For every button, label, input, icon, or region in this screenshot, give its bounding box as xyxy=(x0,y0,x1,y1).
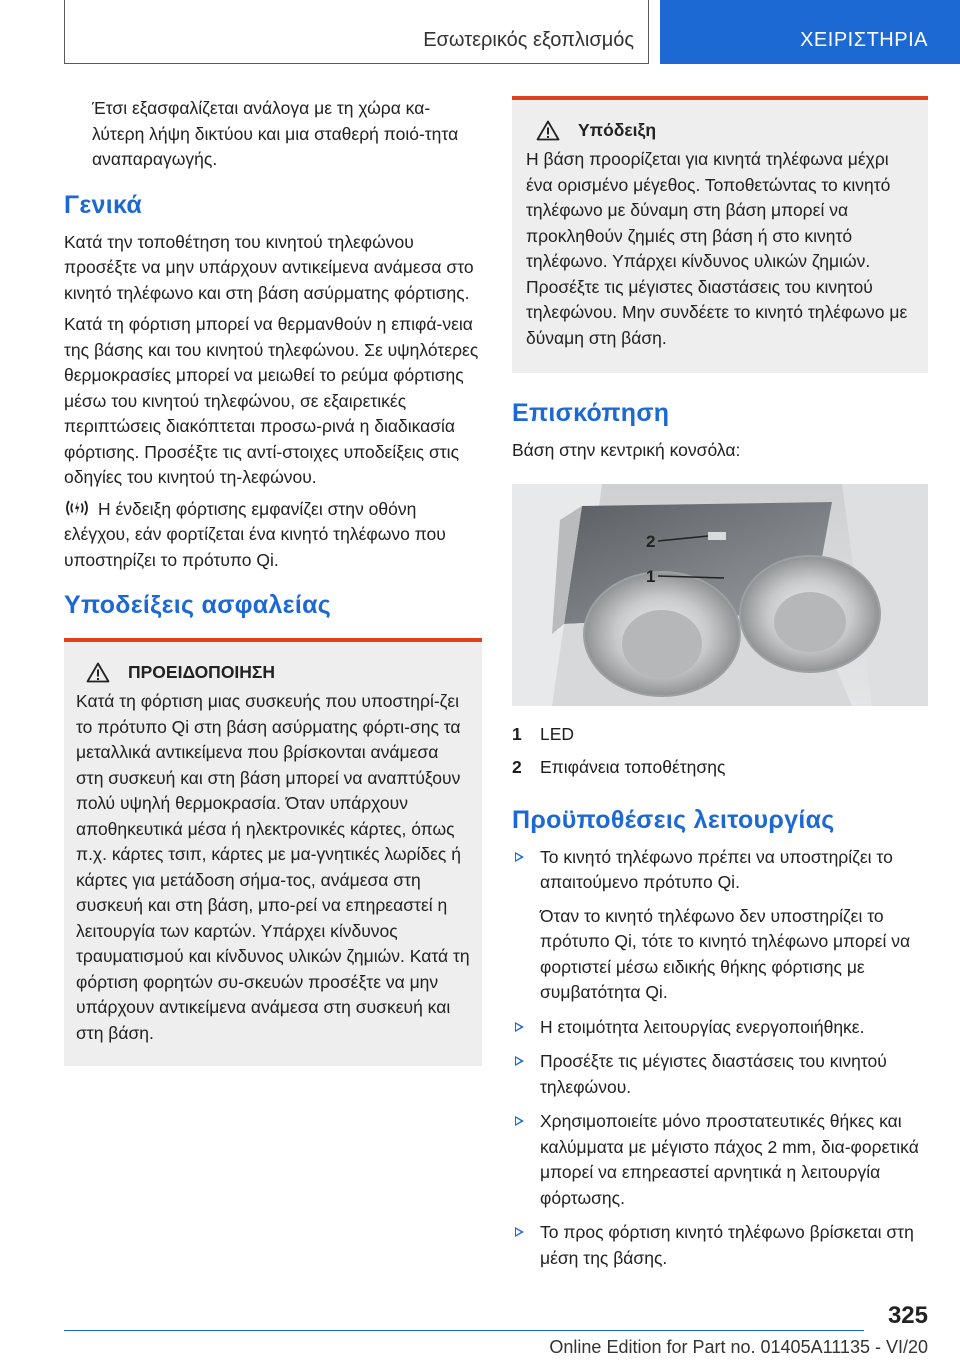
console-photo xyxy=(512,484,928,706)
prerequisites-heading: Προϋποθέσεις λειτουργίας xyxy=(512,805,835,834)
list-item xyxy=(512,1015,928,1041)
charging-indicator-paragraph xyxy=(64,497,482,574)
right-column xyxy=(512,96,928,1280)
intro-paragraph: Έτσι εξασφαλίζεται ανάλογα με τη χώρα κα-λύτερη λήψη δικτύου και μια σταθερή ποιό-τητα αναπαραγωγής. xyxy=(92,98,459,169)
bullet-text: Το προς φόρτιση κινητό τηλέφωνο βρίσκεται στη μέση της βάσης. xyxy=(540,1222,914,1268)
legend-number: 2 xyxy=(512,756,522,777)
legend-row xyxy=(512,751,928,784)
page-number: 325 xyxy=(887,1302,928,1329)
triangle-bullet-icon xyxy=(515,1022,524,1032)
triangle-bullet-icon xyxy=(515,1116,524,1126)
bullet-subtext: Όταν το κινητό τηλέφωνο δεν υποστηρίζει το πρότυπο Qi, τότε το κινητό τηλέφωνο μπορεί να φορτιστεί μέσω ειδικής θήκης φόρτισης με συμβατότητα Qi. xyxy=(540,905,911,1002)
left-column xyxy=(64,96,482,1066)
wireless-charging-icon xyxy=(64,498,90,518)
photo-legend xyxy=(512,718,928,784)
warning-text: Κατά τη φόρτιση μιας συσκευής που υποστηρί-ζει το πρότυπο Qi στη βάση ασύρματης φόρτι-σης τα μεταλλικά αντικείμενα που βρίσκονται ανάμεσα στη συσκευή και στη βάση μπορεί να αναπτύξουν πολύ υψηλή θερμοκρασία. Όταν υπάρχουν αποθηκευτικά μέσα ή ηλεκτρονικές κάρτες, όπως π.χ. κάρτες τσιπ, κάρτες με μα-γνητικές λωρίδες ή κάρτες για μετάδοση σήμα-τος, ανάμεσα στη συσκευή και στη βάση, μπο-ρεί να επηρεαστεί η λειτουργία των καρτών. Υπάρχει κίνδυνος τραυματισμού και κίνδυνος υλικών ζημιών. Κατά τη φόρτιση φορητών συ-σκευών προσέξτε να μην υπάρχουν αντικείμενα ανάμεσα στη συσκευή και στη βάση. xyxy=(76,691,470,1043)
overview-heading: Επισκόπηση xyxy=(512,399,670,427)
legend-number: 1 xyxy=(512,723,522,744)
prerequisites-list xyxy=(512,845,928,1272)
triangle-bullet-icon xyxy=(515,852,524,862)
bullet-text: Το κινητό τηλέφωνο πρέπει να υποστηρίζει το απαιτούμενο πρότυπο Qi. xyxy=(540,846,893,892)
triangle-bullet-icon xyxy=(515,1056,524,1066)
list-item xyxy=(512,1220,928,1271)
safety-heading: Υποδείξεις ασφαλείας xyxy=(64,591,332,619)
note-title: Υπόδειξη xyxy=(578,120,657,140)
overview-text: Βάση στην κεντρική κονσόλα: xyxy=(512,440,741,460)
warning-triangle-icon xyxy=(86,662,110,683)
legend-text: LED xyxy=(540,723,575,744)
general-paragraph-2: Κατά τη φόρτιση μπορεί να θερμανθούν η επιφά-νεια της βάσης και του κινητού τηλεφώνου. Σε υψηλότερες θερμοκρασίες μπορεί να μειωθεί το ρεύμα φόρτισης μέσω του κινητού τηλεφώνου, σε εξαιρετικές περιπτώσεις διακόπτεται προσω-ρινά η διαδικασία φόρτισης. Προσέξτε τις αντί-στοιχες υποδείξεις στις οδηγίες του κινητού τη-λεφώνου. xyxy=(64,314,479,487)
charging-indicator-text: Η ένδειξη φόρτισης εμφανίζει στην οθόνη ελέγχου, εάν φορτίζεται ένα κινητό τηλέφωνο που υποστηρίζει το πρότυπο Qi. xyxy=(64,498,446,570)
triangle-bullet-icon xyxy=(515,1227,524,1237)
warning-title: ΠΡΟΕΙΔΟΠΟΙΗΣΗ xyxy=(128,662,276,682)
note-box xyxy=(512,96,928,373)
footer-divider xyxy=(64,1330,864,1331)
note-text: Η βάση προορίζεται για κινητά τηλέφωνα μέχρι ένα ορισμένο μέγεθος. Τοποθετώντας το κινητό τηλέφωνο με δύναμη στη βάση μπορεί να προκληθούν ζημιές στη βάση ή στο κινητό τηλέφωνο. Υπάρχει κίνδυνος υλικών ζημιών. Προσέξτε τις μέγιστες διαστάσεις του κινητού τηλεφώνου. Μην συνδέετε το κινητό τηλέφωνο με δύναμη στη βάση. xyxy=(526,149,908,348)
list-item xyxy=(512,1049,928,1100)
photo-callout-2: 2 xyxy=(646,531,656,551)
header-chapter-title: ΧΕΙΡΙΣΤΗΡΙΑ xyxy=(800,29,928,51)
header-section-tab xyxy=(64,0,649,64)
note-title-row xyxy=(526,120,914,141)
legend-text: Επιφάνεια τοποθέτησης xyxy=(540,756,726,777)
footer-edition: Online Edition for Part no. 01405A11135 - VI/20 xyxy=(549,1337,928,1357)
photo-callout-1: 1 xyxy=(646,566,656,586)
list-item xyxy=(512,845,928,1006)
warning-box xyxy=(64,638,482,1066)
legend-row xyxy=(512,718,928,751)
warning-title-row xyxy=(76,662,470,683)
list-item xyxy=(512,1109,928,1211)
bullet-text: Η ετοιμότητα λειτουργίας ενεργοποιήθηκε. xyxy=(540,1016,865,1037)
general-paragraph-1: Κατά την τοποθέτηση του κινητού τηλεφώνου προσέξτε να μην υπάρχουν αντικείμενα ανάμεσα στο κινητό τηλέφωνο και στη βάση ασύρματης φόρτισης. xyxy=(64,231,474,303)
bullet-text: Χρησιμοποιείτε μόνο προστατευτικές θήκες και καλύμματα με μέγιστο πάχος 2 mm, δια-φορετικά μπορεί να επηρεαστεί αρνητικά η λειτουργία φόρτωσης. xyxy=(540,1111,919,1208)
warning-triangle-icon xyxy=(536,120,560,141)
header-chapter-tab xyxy=(660,0,960,64)
general-heading: Γενικά xyxy=(64,190,143,219)
bullet-text: Προσέξτε τις μέγιστες διαστάσεις του κινητού τηλεφώνου. xyxy=(540,1051,887,1097)
header-section-title: Εσωτερικός εξοπλισμός xyxy=(423,29,634,51)
